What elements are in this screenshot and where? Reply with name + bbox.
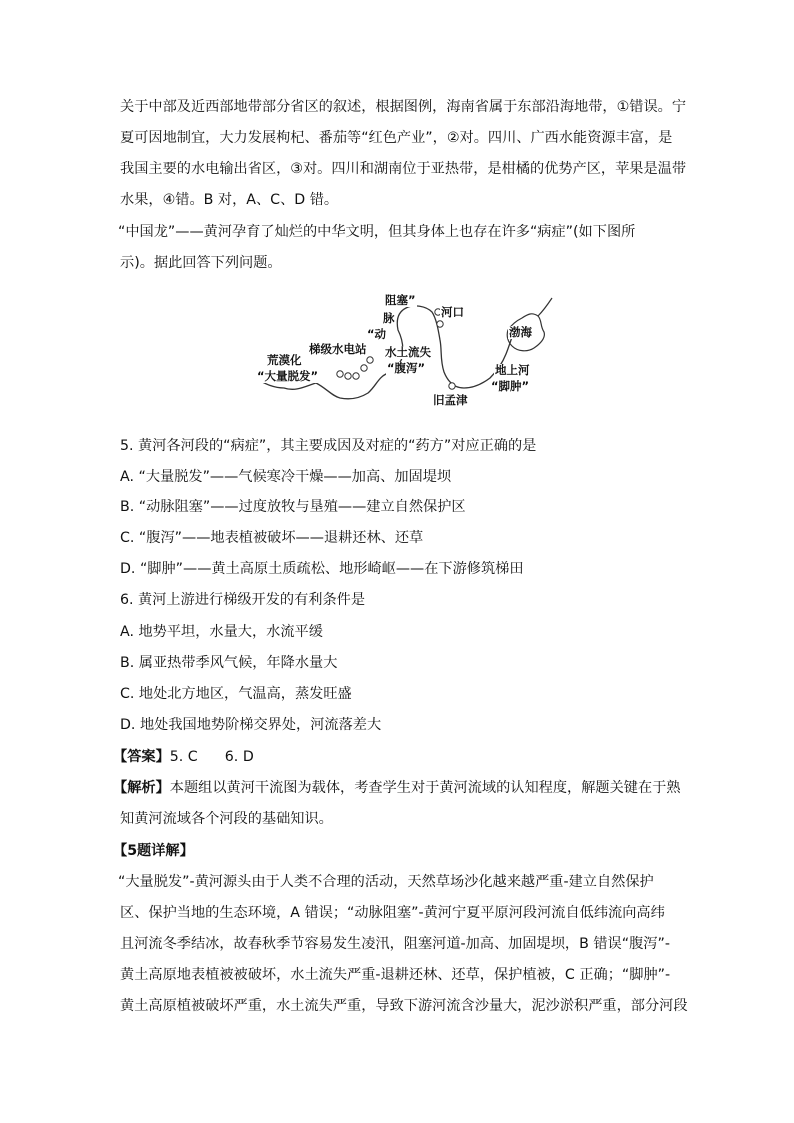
question-stem: 6. 黄河上游进行梯级开发的有利条件是: [120, 592, 366, 608]
map-label: “大量脱发”: [257, 369, 319, 383]
detail-line: 黄土高原地表植被被破坏，水土流失严重-退耕还林、还草，保护植被，C 正确；“脚肿”-: [120, 967, 671, 983]
stem-line: 示)。据此回答下列问题。: [120, 255, 282, 271]
map-label: 地上河: [495, 363, 530, 377]
analysis-tag: 【解析】: [113, 780, 170, 796]
question-option: B. 属亚热带季风气候，年降水量大: [120, 655, 338, 671]
yellow-river-map: [256, 288, 556, 416]
map-label: “动: [367, 327, 387, 341]
question-option: A. 地势平坦，水量大，水流平缓: [120, 624, 323, 640]
dam-marker: [367, 357, 373, 363]
analysis-line: 知黄河流域各个河段的基础知识。: [120, 811, 333, 827]
city-marker: [437, 321, 443, 327]
map-label: “脚肿”: [491, 379, 530, 393]
question-option: A. “大量脱发”——气候寒冷干燥——加高、加固堤坝: [120, 469, 452, 485]
answer-tag: 【答案】: [113, 749, 170, 765]
map-label: 梯级水电站: [309, 342, 367, 356]
map-label: 水土流失: [385, 345, 431, 359]
intro-line: 关于中部及近西部地带部分省区的叙述，根据图例，海南省属于东部沿海地带，①错误。宁: [120, 99, 687, 115]
analysis-line: [113, 778, 681, 798]
dam-marker: [345, 373, 351, 379]
map-label: 荒漠化: [267, 353, 302, 367]
detail-line: “大量脱发”-黄河源头由于人类不合理的活动，天然草场沙化越来越严重-建立自然保护: [118, 874, 654, 890]
analysis-text: 本题组以黄河干流图为载体，考查学生对于黄河流域的认知程度，解题关键在于熟: [169, 780, 681, 796]
map-label: 旧孟津: [433, 393, 468, 407]
question-option: D. “脚肿”——黄土高原土质疏松、地形崎岖——在下游修筑梯田: [120, 561, 524, 577]
question-option: B. “动脉阻塞”——过度放牧与垦殖——建立自然保护区: [120, 499, 466, 515]
question-stem: 5. 黄河各河段的“病症”，其主要成因及对症的“药方”对应正确的是: [120, 438, 537, 454]
map-label: 河口: [441, 305, 464, 319]
detail-line: 黄土高原植被破坏严重，水土流失严重，导致下游河流含沙量大，泥沙淤积严重，部分河段: [120, 998, 688, 1014]
answer-line: [113, 747, 254, 767]
intro-line: 水果，④错。B 对，A、C、D 错。: [120, 192, 339, 208]
stem-line: “中国龙”——黄河孕育了灿烂的中华文明，但其身体上也存在许多“病症”(如下图所: [118, 224, 636, 240]
map-label: “腹泻”: [387, 361, 426, 375]
question-option: D. 地处我国地势阶梯交界处，河流落差大: [120, 717, 382, 733]
coastline: [538, 298, 552, 316]
detail-tag: 【5题详解】: [113, 843, 194, 859]
detail-line: 且河流冬季结冰，故春秋季节容易发生凌汛，阻塞河道-加高、加固堤坝，B 错误“腹泻”-: [120, 936, 670, 952]
dam-marker: [337, 371, 343, 377]
dam-marker: [361, 365, 367, 371]
map-label: 渤海: [509, 325, 532, 339]
answer-text: 5. C 6. D: [169, 749, 254, 765]
question-option: C. 地处北方地区，气温高，蒸发旺盛: [120, 686, 352, 702]
map-label: 阻塞”: [385, 293, 416, 307]
intro-line: 我国主要的水电输出省区，③对。四川和湖南位于亚热带，是柑橘的优势产区，苹果是温带: [120, 161, 687, 177]
dam-marker: [353, 373, 359, 379]
city-marker: [449, 383, 455, 389]
question-option: C. “腹泻”——地表植被破坏——退耕还林、还草: [120, 530, 424, 546]
map-label: 脉: [383, 311, 395, 325]
intro-line: 夏可因地制宜，大力发展枸杞、番茄等“红色产业”，②对。四川、广西水能资源丰富，是: [120, 130, 673, 146]
detail-line: 区、保护当地的生态环境，A 错误；“动脉阻塞”-黄河宁夏平原河段河流自低纬流向高纬: [120, 905, 665, 921]
